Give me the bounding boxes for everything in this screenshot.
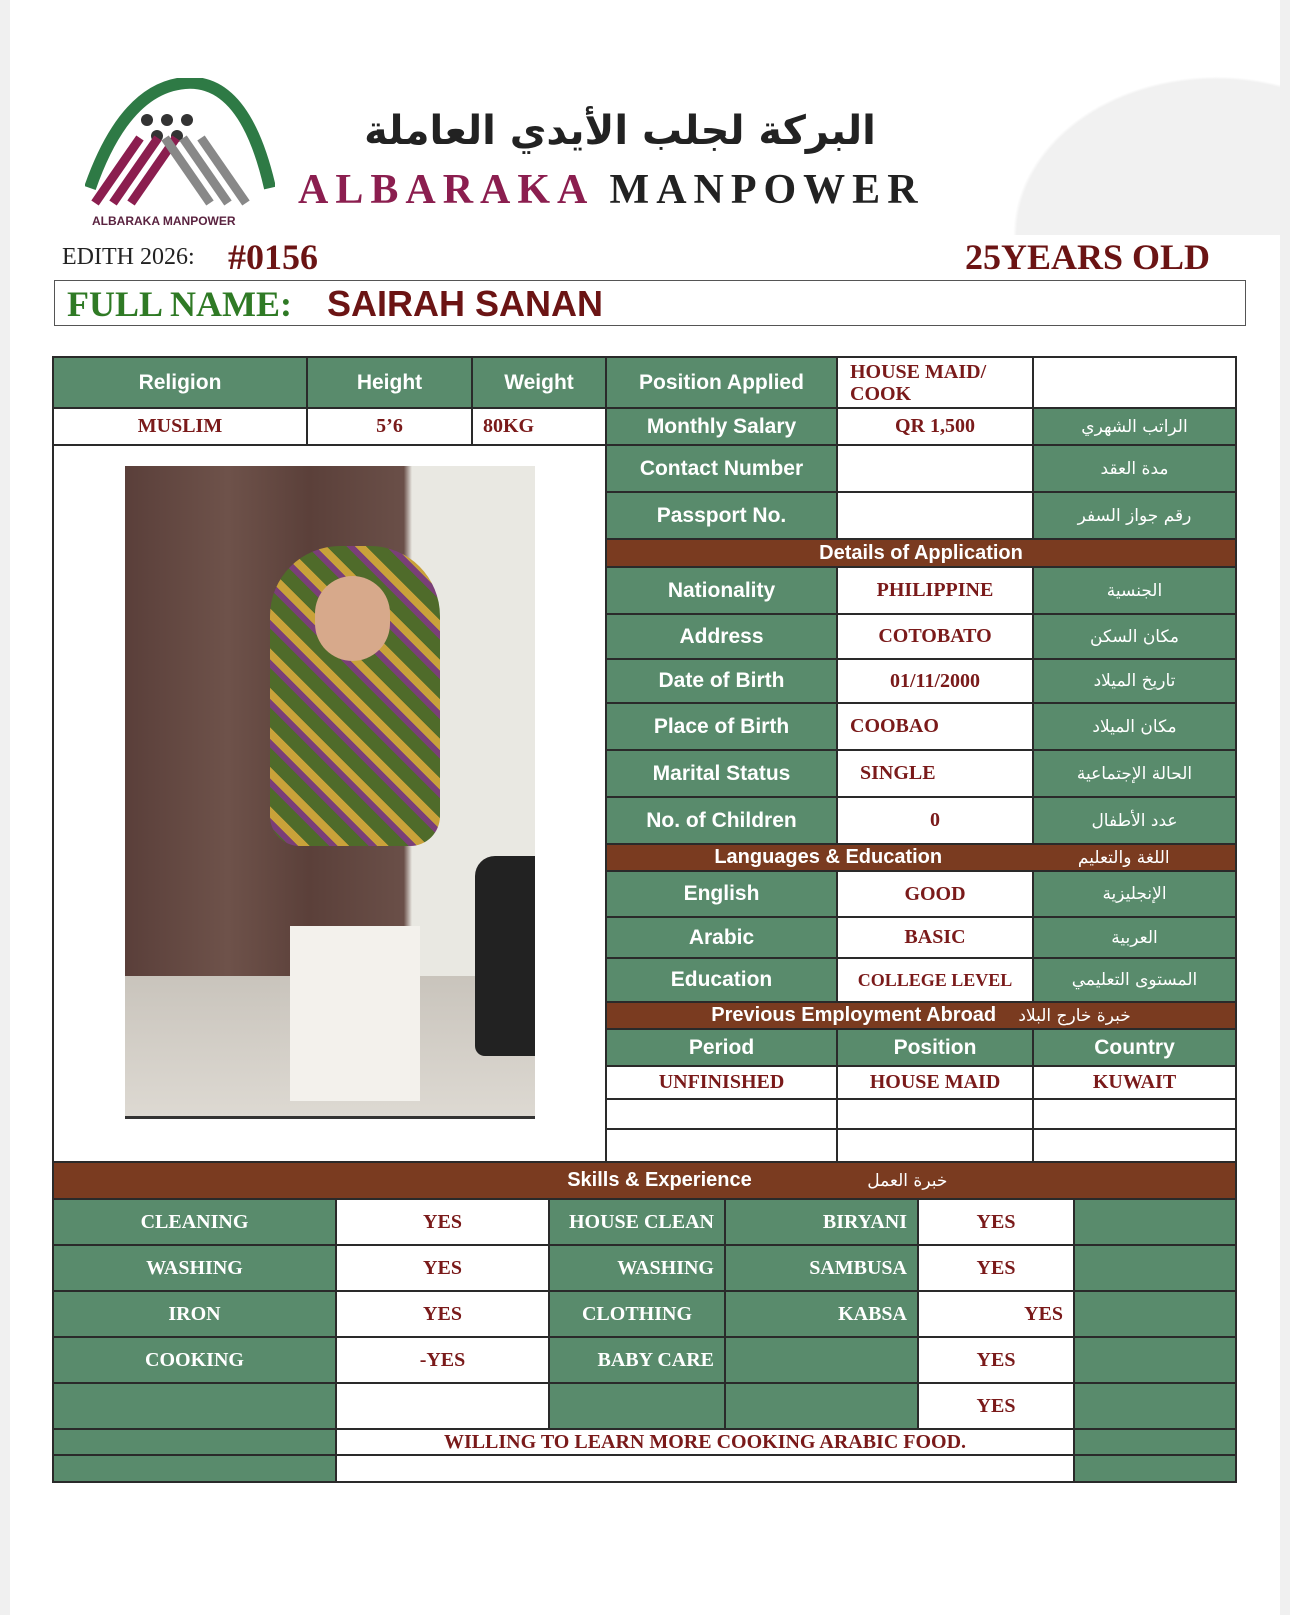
edition-label: EDITH 2026: xyxy=(62,244,195,270)
dish-label xyxy=(725,1337,918,1383)
position-header: Position xyxy=(837,1029,1033,1066)
full-name-box xyxy=(54,280,1246,326)
empty-cell xyxy=(1074,1291,1236,1337)
company-name-arabic: البركة لجلب الأيدي العاملة xyxy=(364,108,876,154)
languages-title-arabic: اللغة والتعليم xyxy=(1077,848,1170,868)
skill-label: CLEANING xyxy=(53,1199,336,1245)
blank-cell xyxy=(1033,357,1236,408)
dish-value: YES xyxy=(918,1383,1074,1429)
employment-period: UNFINISHED xyxy=(606,1066,837,1099)
languages-title: Languages & Education xyxy=(714,846,943,868)
skill-label: IRON xyxy=(53,1291,336,1337)
detail-value: COTOBATO xyxy=(837,614,1033,659)
language-label-arabic: الإنجليزية xyxy=(1033,871,1236,917)
empty-cell xyxy=(1033,1129,1236,1162)
skills-section-header xyxy=(53,1162,1236,1199)
period-header: Period xyxy=(606,1029,837,1066)
skill-label-2: HOUSE CLEAN xyxy=(549,1199,725,1245)
skills-title: Skills & Experience xyxy=(567,1169,752,1191)
empty-cell xyxy=(837,1129,1033,1162)
skill-label: COOKING xyxy=(53,1337,336,1383)
dish-value: YES xyxy=(918,1199,1074,1245)
empty-cell xyxy=(1074,1245,1236,1291)
skill-value: YES xyxy=(336,1291,549,1337)
skills-title-arabic: خبرة العمل xyxy=(867,1171,948,1191)
position-label: Position Applied xyxy=(606,357,837,408)
contact-label-arabic: مدة العقد xyxy=(1033,445,1236,492)
height-header: Height xyxy=(307,357,472,408)
reference-number: #0156 xyxy=(228,237,318,277)
detail-label-arabic: مكان السكن xyxy=(1033,614,1236,659)
religion-value: MUSLIM xyxy=(53,408,307,445)
empty-cell xyxy=(53,1429,336,1455)
employment-position: HOUSE MAID xyxy=(837,1066,1033,1099)
passport-label-arabic: رقم جواز السفر xyxy=(1033,492,1236,539)
detail-label-arabic: تاريخ الميلاد xyxy=(1033,659,1236,703)
empty-cell xyxy=(1074,1455,1236,1482)
skill-label-2 xyxy=(549,1383,725,1429)
skill-value: -YES xyxy=(336,1337,549,1383)
detail-value: PHILIPPINE xyxy=(837,567,1033,614)
empty-cell xyxy=(1074,1429,1236,1455)
detail-label: Marital Status xyxy=(606,750,837,797)
empty-cell xyxy=(1074,1337,1236,1383)
employment-country: KUWAIT xyxy=(1033,1066,1236,1099)
application-table xyxy=(52,356,1237,1163)
country-header: Country xyxy=(1033,1029,1236,1066)
salary-label-arabic: الراتب الشهري xyxy=(1033,408,1236,445)
detail-label-arabic: عدد الأطفال xyxy=(1033,797,1236,844)
language-label: Arabic xyxy=(606,917,837,958)
education-label: Education xyxy=(606,958,837,1002)
salary-label: Monthly Salary xyxy=(606,408,837,445)
employment-section-header xyxy=(606,1002,1236,1029)
full-name-label: FULL NAME: xyxy=(67,284,292,324)
dish-label: BIRYANI xyxy=(725,1199,918,1245)
detail-value: SINGLE xyxy=(837,750,1033,797)
full-name: SAIRAH SANAN xyxy=(327,283,604,324)
salary-value: QR 1,500 xyxy=(837,408,1033,445)
detail-value: 0 xyxy=(837,797,1033,844)
detail-label: No. of Children xyxy=(606,797,837,844)
languages-section-header xyxy=(606,844,1236,871)
weight-value: 80KG xyxy=(472,408,606,445)
dish-label: SAMBUSA xyxy=(725,1245,918,1291)
watermark-logo xyxy=(960,35,1280,235)
skill-label-2: WASHING xyxy=(549,1245,725,1291)
company-name-english xyxy=(298,166,925,214)
skill-label xyxy=(53,1383,336,1429)
logo-caption: ALBARAKA MANPOWER xyxy=(92,214,236,228)
empty-cell xyxy=(606,1099,837,1129)
age: 25YEARS OLD xyxy=(964,237,1210,277)
skill-value xyxy=(336,1383,549,1429)
dish-label: KABSA xyxy=(725,1291,918,1337)
detail-value: COOBAO xyxy=(837,703,1033,750)
empty-cell xyxy=(606,1129,837,1162)
detail-label: Place of Birth xyxy=(606,703,837,750)
detail-label-arabic: الجنسية xyxy=(1033,567,1236,614)
page-edge-left xyxy=(0,0,10,1615)
empty-cell xyxy=(1074,1199,1236,1245)
skills-note: WILLING TO LEARN MORE COOKING ARABIC FOOD. xyxy=(336,1429,1074,1455)
empty-cell xyxy=(1033,1099,1236,1129)
details-section-header: Details of Application xyxy=(606,539,1236,567)
detail-label-arabic: الحالة الإجتماعية xyxy=(1033,750,1236,797)
dish-value: YES xyxy=(918,1337,1074,1383)
language-value: BASIC xyxy=(837,917,1033,958)
company-name-part1: ALBARAKA xyxy=(298,167,593,213)
passport-value xyxy=(837,492,1033,539)
skill-label-2: BABY CARE xyxy=(549,1337,725,1383)
language-value: GOOD xyxy=(837,871,1033,917)
detail-label: Date of Birth xyxy=(606,659,837,703)
religion-header: Religion xyxy=(53,357,307,408)
skills-table xyxy=(52,1161,1237,1483)
detail-label-arabic: مكان الميلاد xyxy=(1033,703,1236,750)
education-label-arabic: المستوى التعليمي xyxy=(1033,958,1236,1002)
employment-title-arabic: خبرة خارج البلاد xyxy=(1018,1006,1131,1026)
position-value: HOUSE MAID/ COOK xyxy=(837,357,1033,408)
passport-label: Passport No. xyxy=(606,492,837,539)
language-label-arabic: العربية xyxy=(1033,917,1236,958)
skill-label-2: CLOTHING xyxy=(549,1291,725,1337)
weight-header: Weight xyxy=(472,357,606,408)
contact-label: Contact Number xyxy=(606,445,837,492)
empty-cell xyxy=(53,1455,336,1482)
skill-value: YES xyxy=(336,1245,549,1291)
empty-cell xyxy=(1074,1383,1236,1429)
company-logo-icon xyxy=(85,78,275,228)
empty-cell xyxy=(336,1455,1074,1482)
dish-value: YES xyxy=(918,1245,1074,1291)
height-value: 5’6 xyxy=(307,408,472,445)
education-value: COLLEGE LEVEL xyxy=(837,958,1033,1002)
detail-label: Address xyxy=(606,614,837,659)
empty-cell xyxy=(837,1099,1033,1129)
employment-title: Previous Employment Abroad xyxy=(711,1004,997,1026)
contact-value xyxy=(837,445,1033,492)
detail-label: Nationality xyxy=(606,567,837,614)
dish-label xyxy=(725,1383,918,1429)
dish-value: YES xyxy=(918,1291,1074,1337)
language-label: English xyxy=(606,871,837,917)
company-name-part2: MANPOWER xyxy=(609,167,925,213)
skill-label: WASHING xyxy=(53,1245,336,1291)
detail-value: 01/11/2000 xyxy=(837,659,1033,703)
candidate-photo xyxy=(125,466,535,1119)
skill-value: YES xyxy=(336,1199,549,1245)
photo-cell xyxy=(53,445,606,1162)
page-edge-right xyxy=(1280,0,1290,1615)
